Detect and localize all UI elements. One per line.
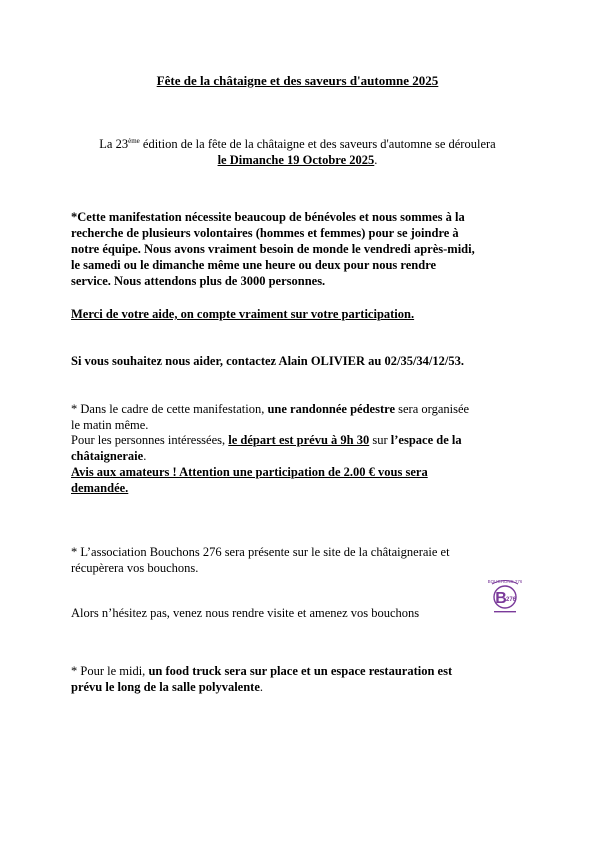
page-title: Fête de la châtaigne et des saveurs d'automne 2025 xyxy=(156,73,439,88)
hike-l1c: sera organisée xyxy=(395,402,470,416)
volunteers-line-4: le samedi ou le dimanche même une heure ou deux pour nous rendre xyxy=(71,258,437,272)
intro-date-end: . xyxy=(374,153,378,167)
hike-line-6: demandée. xyxy=(71,481,129,495)
food-l1b: un food truck sera sur place et un espace restauration est xyxy=(148,664,453,678)
bouchons-line-1: * L’association Bouchons 276 sera présente sur le site de la châtaigneraie et xyxy=(71,545,450,559)
food-l2a: prévu le long de la salle polyvalente xyxy=(71,680,260,694)
intro-prefix: La 23 xyxy=(99,137,129,151)
hike-line-4 xyxy=(71,448,146,465)
hike-l1b: une randonnée pédestre xyxy=(267,402,396,416)
hike-l3c: sur xyxy=(369,433,391,447)
intro-sup: ème xyxy=(128,136,140,145)
volunteers-line-1: *Cette manifestation nécessite beaucoup de bénévoles et nous sommes à la xyxy=(71,210,465,224)
hike-line-1 xyxy=(71,401,469,418)
intro-date-line xyxy=(0,152,595,169)
hike-l4b: . xyxy=(143,449,147,463)
food-line-1 xyxy=(71,663,452,680)
food-line-2 xyxy=(71,679,263,696)
volunteers-line-5: service. Nous attendons plus de 3000 personnes. xyxy=(71,274,326,288)
hike-line-5: Avis aux amateurs ! Attention une participation de 2.00 € vous sera xyxy=(71,465,428,479)
hike-l3d: l’espace de la xyxy=(390,433,462,447)
hike-departure: le départ est prévu à 9h 30 xyxy=(228,433,370,447)
logo-number: 276 xyxy=(505,597,517,603)
bouchons-line-2: récupèrera vos bouchons. xyxy=(71,561,199,575)
bouchons-line-3: Alors n’hésitez pas, venez nous rendre visite et amenez vos bouchons xyxy=(71,606,420,620)
volunteers-line-2: recherche de plusieurs volontaires (hommes et femmes) pour se joindre à xyxy=(71,226,459,240)
hike-line-2: le matin même. xyxy=(71,418,149,432)
food-l1a: * Pour le midi, xyxy=(71,664,149,678)
food-l2b: . xyxy=(259,680,264,694)
volunteers-line-3: notre équipe. Nous avons vraiment besoin de monde le vendredi après-midi, xyxy=(71,242,475,256)
bouchons-276-logo xyxy=(488,575,522,617)
contact-line: Si vous souhaitez nous aider, contactez Alain OLIVIER au 02/35/34/12/53. xyxy=(71,354,464,368)
hike-l3a: Pour les personnes intéressées, xyxy=(71,433,229,447)
thanks-line: Merci de votre aide, on compte vraiment sur votre participation. xyxy=(71,307,415,321)
intro-rest: édition de la fête de la châtaigne et des saveurs d'automne se déroulera xyxy=(139,137,496,151)
event-date: le Dimanche 19 Octobre 2025 xyxy=(217,153,375,167)
hike-l1a: * Dans le cadre de cette manifestation, xyxy=(71,402,268,416)
intro-line xyxy=(0,136,595,153)
logo-top-text: BOUCHONS 276 xyxy=(488,579,522,584)
hike-line-3 xyxy=(71,432,462,449)
logo-letter: B xyxy=(495,590,507,607)
hike-l4a: châtaigneraie xyxy=(71,449,144,463)
